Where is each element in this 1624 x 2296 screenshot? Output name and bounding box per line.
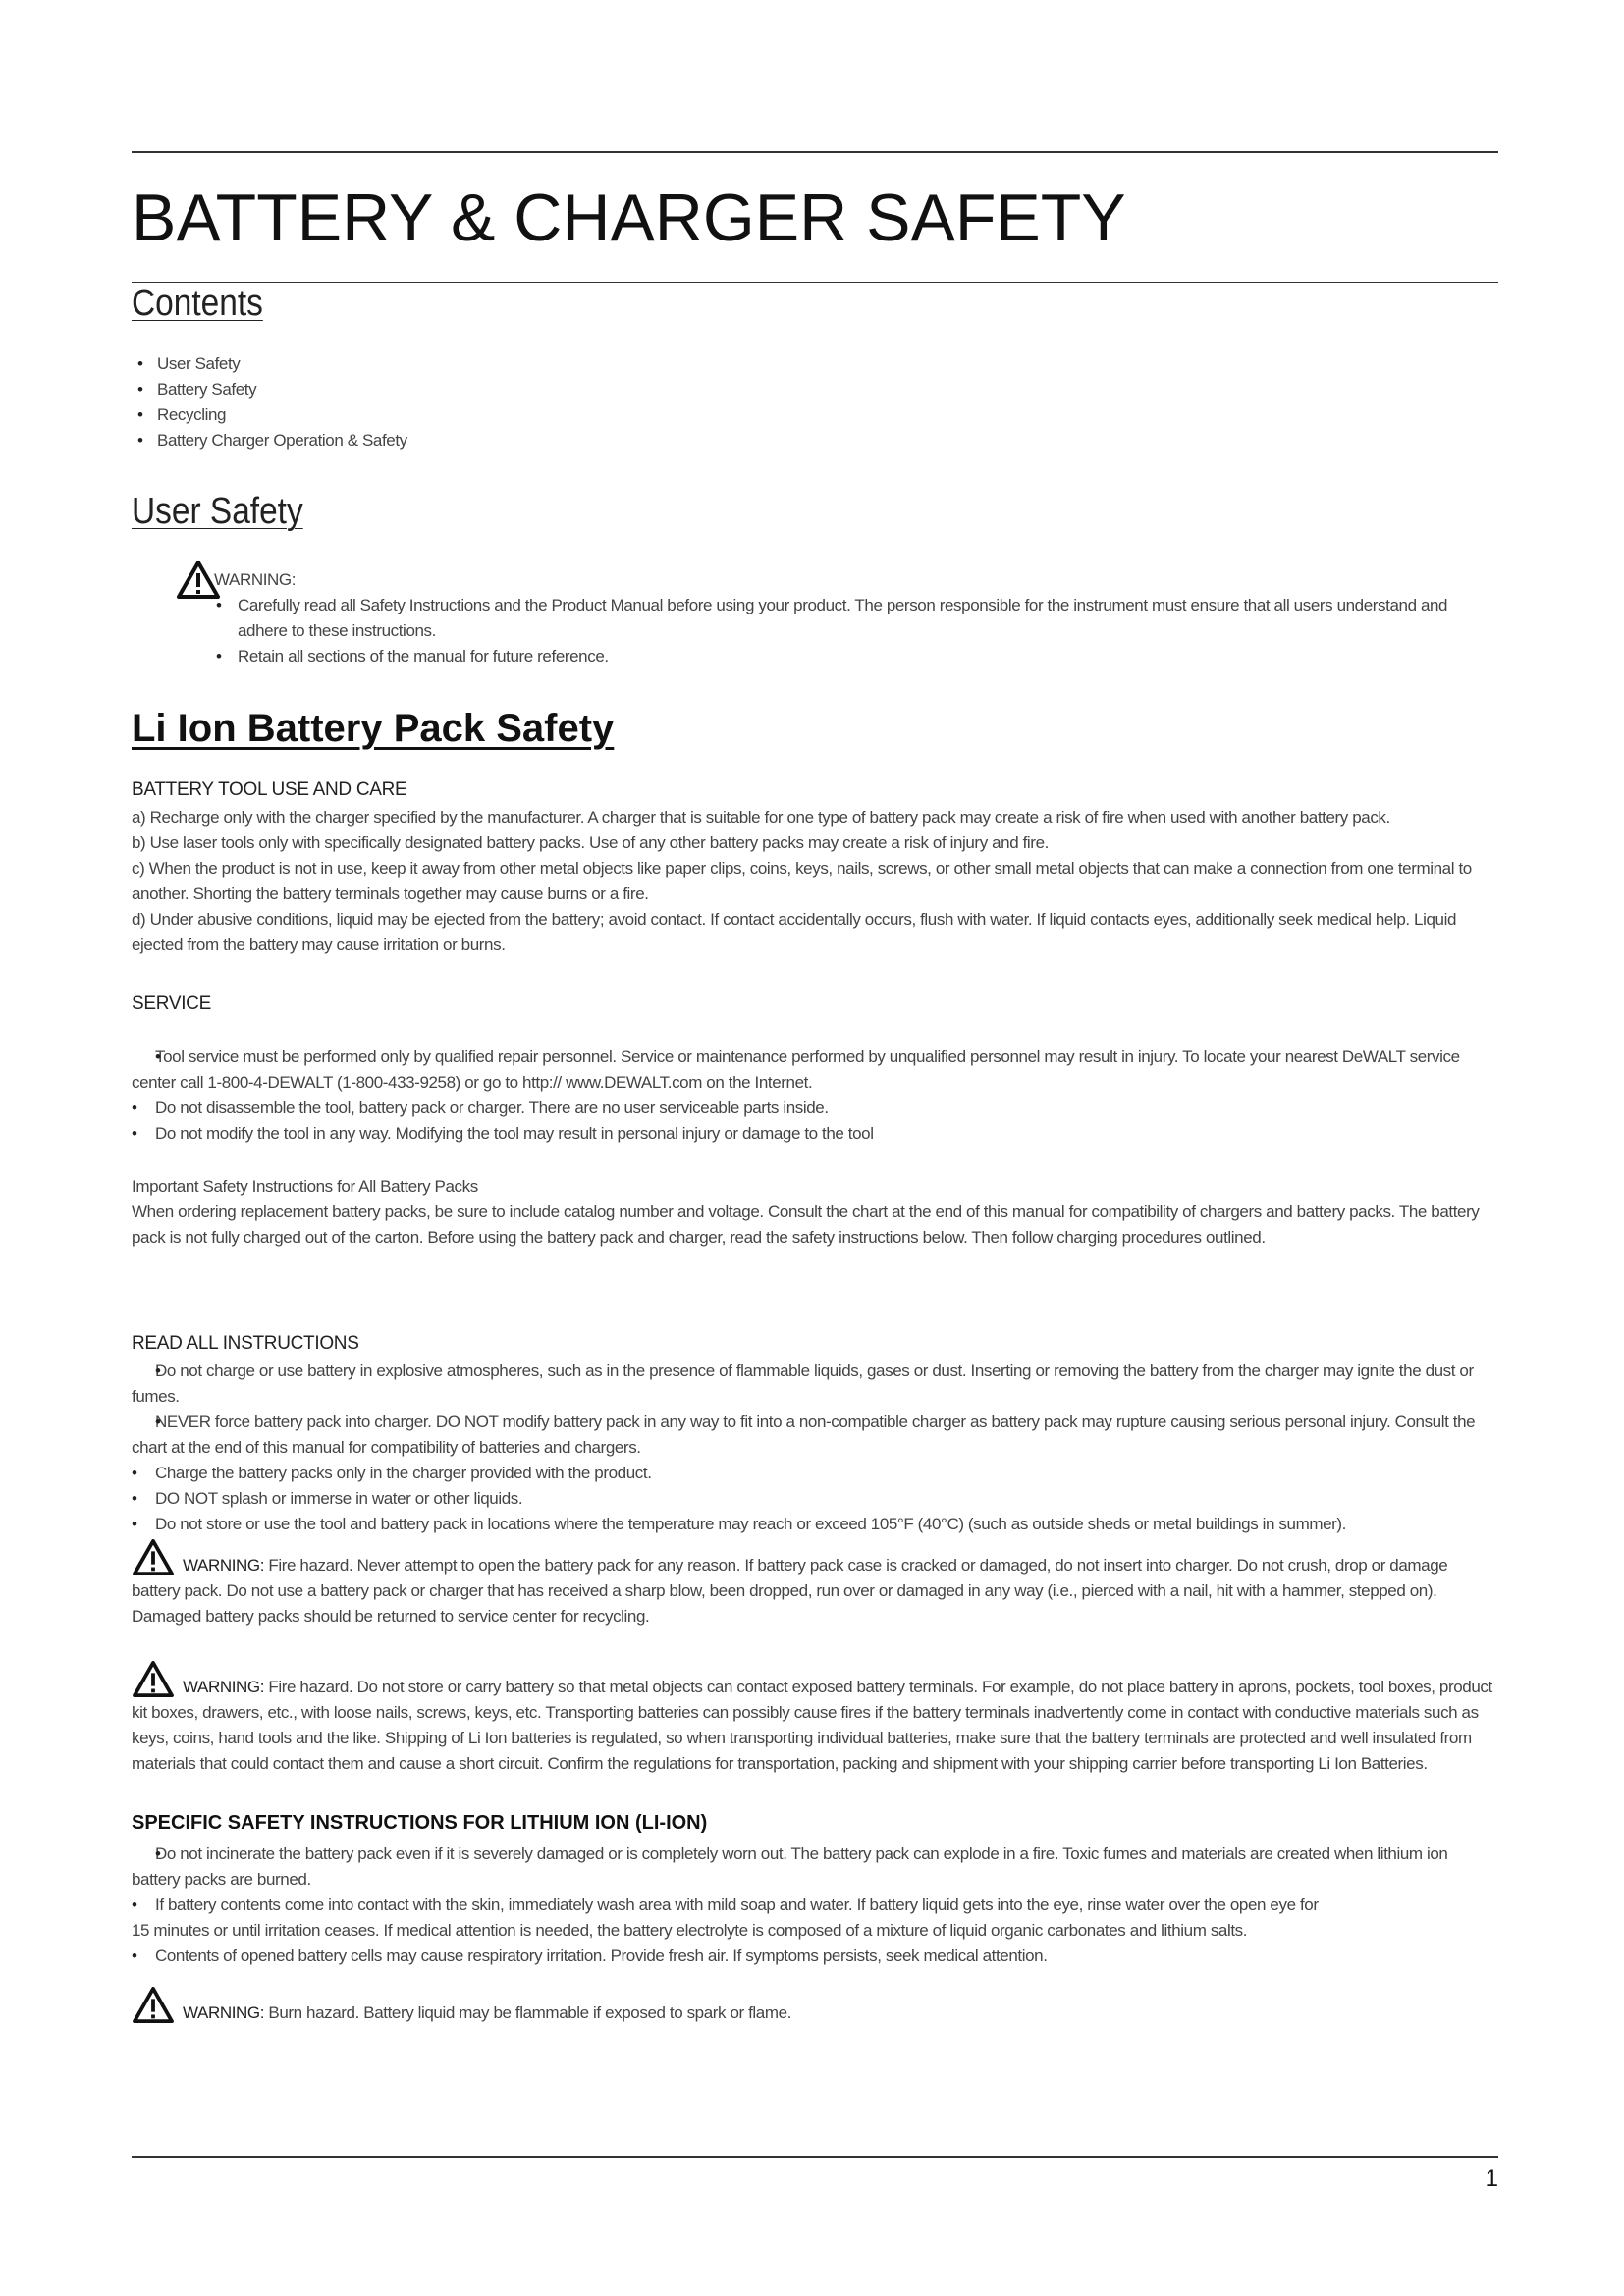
specific-bullet: • Do not incinerate the battery pack even if it is severely damaged or is completely worn out. The battery pack can explode in a fire. Toxic fumes and materials are created when lithium ion battery packs are burned. [132,1842,1498,1893]
warning-label: WARNING: [183,1678,265,1696]
warning-text: Burn hazard. Battery liquid may be flammable if exposed to spark or flame. [268,2003,792,2022]
read-all-bullet: • NEVER force battery pack into charger. DO NOT modify battery pack in any way to fit into a non-compatible charger as battery pack may rupture causing serious personal injury. Consult the chart at the end of this manual for compatibility of batteries and chargers. [132,1410,1498,1461]
read-all-bullet: • DO NOT splash or immerse in water or other liquids. [132,1486,1498,1512]
warning-label: WARNING: [214,570,297,589]
tool-use-heading: BATTERY TOOL USE AND CARE [132,779,407,800]
li-ion-heading: Li Ion Battery Pack Safety [132,707,615,750]
fire-warning-1 [132,1539,1498,1629]
warning-text: Fire hazard. Do not store or carry battery so that metal objects can contact exposed battery terminals. For example, do not place battery in aprons, pockets, tool boxes, product kit boxes, drawers, etc., with loose nails, screws, keys, etc. Transporting batteries can possibly cause fires if the battery terminals inadvertently come in contact with conductive materials such as keys, coins, hand tools and the like. Shipping of Li Ion batteries is regulated, so when transporting individual batteries, make sure that the battery terminals are protected and well insulated from materials that could contact them and cause a short circuit. Confirm the regulations for transportation, packing and shipment with your shipping carrier before transporting Li Ion Batteries. [132,1678,1492,1773]
warning-icon [132,1539,175,1576]
burn-warning [132,1987,1498,2026]
read-all-heading: READ ALL INSTRUCTIONS [132,1333,359,1354]
important-block [132,1174,1498,1251]
user-safety-bullet: • Carefully read all Safety Instructions and the Product Manual before using your product. The person responsible for the instrument must ensure that all users understand and adhere to these instructions. [216,593,1500,644]
warning-icon [132,1661,175,1698]
service-bullet: • Do not modify the tool in any way. Modifying the tool may result in personal injury or damage to the tool [132,1121,1498,1147]
read-all-bullet: • Do not store or use the tool and battery pack in locations where the temperature may reach or exceed 105°F (40°C) (such as outside sheds or metal buildings in summer). [132,1512,1498,1537]
bottom-rule [132,2156,1498,2158]
page-number: 1 [1485,2165,1498,2192]
service-bullet: • Do not disassemble the tool, battery pack or charger. There are no user serviceable parts inside. [132,1095,1498,1121]
warning-text: Fire hazard. Never attempt to open the battery pack for any reason. If battery pack case is cracked or damaged, do not insert into charger. Do not crush, drop or damage battery pack. Do not use a battery pack or charger that has received a sharp blow, been dropped, run over or damaged in any way (i.e., pierced with a nail, hit with a hammer, stepped on). Damaged battery packs should be returned to service center for recycling. [132,1556,1448,1626]
tool-use-paragraph: b) Use laser tools only with specifically designated battery packs. Use of any other battery packs may create a risk of injury and fire. [132,833,1049,852]
important-heading: Important Safety Instructions for All Battery Packs [132,1177,478,1196]
user-safety-block [214,567,1498,669]
important-text: When ordering replacement battery packs, be sure to include catalog number and voltage. Consult the chart at the end of this manual for compatibility of chargers and battery packs. The battery pack is not fully charged out of the carton. Before using the battery pack and charger, read the safety instructions below. Then follow charging procedures outlined. [132,1202,1480,1247]
service-heading: SERVICE [132,993,211,1014]
specific-bullet-continuation: 15 minutes or until irritation ceases. If medical attention is needed, the battery electrolyte is composed of a mixture of liquid organic carbonates and lithium salts. [132,1921,1248,1940]
warning-label: WARNING: [183,1556,265,1575]
warning-icon [132,1987,175,2024]
title-rule [132,282,1498,283]
page-title: BATTERY & CHARGER SAFETY [132,181,1126,255]
tool-use-paragraph: d) Under abusive conditions, liquid may be ejected from the battery; avoid contact. If contact accidentally occurs, flush with water. If liquid contacts eyes, additionally seek medical help. Liquid ejected from the battery may cause irritation or burns. [132,910,1457,954]
contents-heading: Contents [132,283,263,324]
read-all-bullet: • Charge the battery packs only in the charger provided with the product. [132,1461,1498,1486]
contents-item: • User Safety [137,351,407,377]
read-all-block [132,1359,1498,1537]
user-safety-bullet: • Retain all sections of the manual for future reference. [216,644,1500,669]
contents-item: • Recycling [137,402,407,428]
service-bullet: • Tool service must be performed only by qualified repair personnel. Service or maintenance performed by unqualified personnel may result in injury. To locate your nearest DeWALT service center call 1-800-4-DEWALT (1-800-433-9258) or go to http:// www.DEWALT.com on the Internet. [132,1044,1498,1095]
specific-block [132,1842,1498,1969]
read-all-bullet: • Do not charge or use battery in explosive atmospheres, such as in the presence of flammable liquids, gases or dust. Inserting or removing the battery from the charger may ignite the dust or fumes. [132,1359,1498,1410]
top-rule [132,151,1498,153]
contents-item: • Battery Charger Operation & Safety [137,428,407,454]
specific-bullet: • If battery contents come into contact with the skin, immediately wash area with mild soap and water. If battery liquid gets into the eye, rinse water over the open eye for [132,1893,1498,1918]
fire-warning-2 [132,1661,1498,1777]
specific-heading: SPECIFIC SAFETY INSTRUCTIONS FOR LITHIUM ION (LI-ION) [132,1812,708,1834]
specific-bullet: • Contents of opened battery cells may cause respiratory irritation. Provide fresh air. If symptoms persists, seek medical attention. [132,1944,1498,1969]
tool-use-block [132,805,1498,958]
warning-label: WARNING: [183,2003,265,2022]
contents-item: • Battery Safety [137,377,407,402]
tool-use-paragraph: a) Recharge only with the charger specified by the manufacturer. A charger that is suitable for one type of battery pack may create a risk of fire when used with another battery pack. [132,808,1390,827]
tool-use-paragraph: c) When the product is not in use, keep it away from other metal objects like paper clips, coins, keys, nails, screws, or other small metal objects that can make a connection from one terminal to another. Shorting the battery terminals together may cause burns or a fire. [132,859,1472,903]
user-safety-heading: User Safety [132,491,303,532]
service-block [132,1044,1498,1147]
contents-list [137,351,407,454]
